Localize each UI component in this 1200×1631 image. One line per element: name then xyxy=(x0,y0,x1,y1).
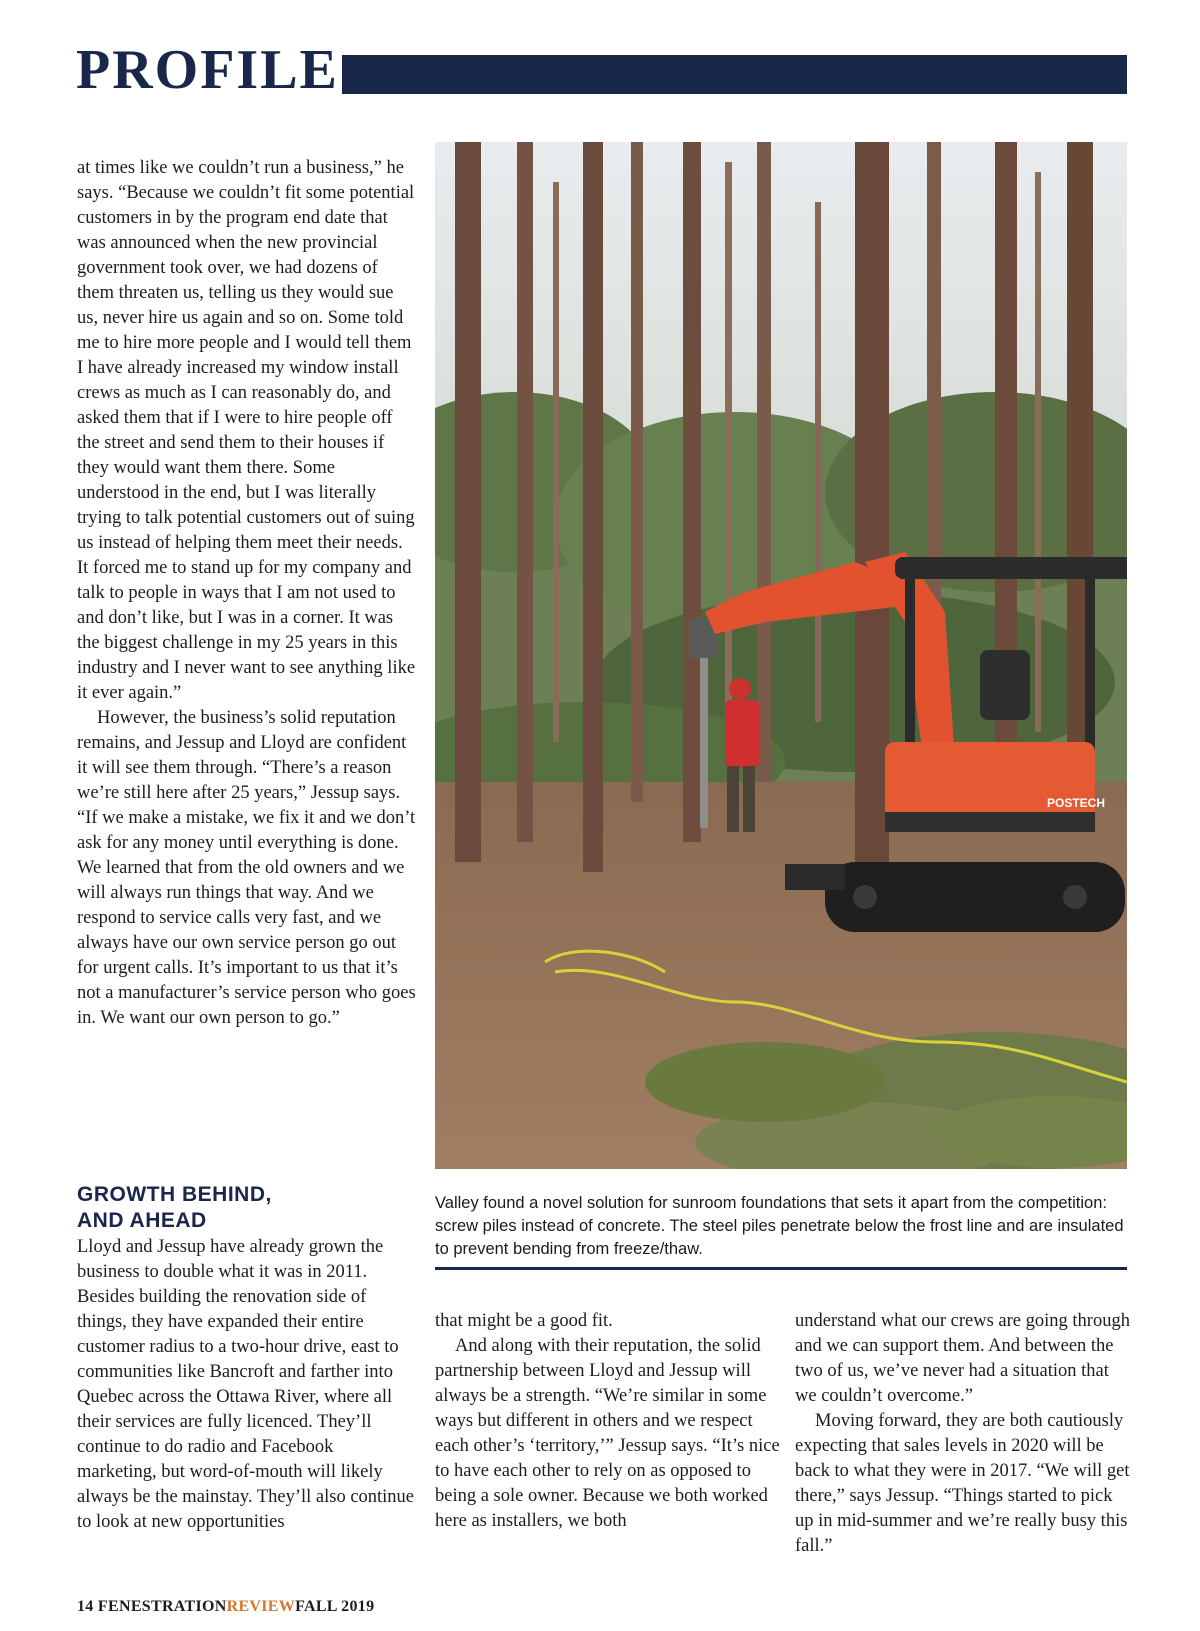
article-paragraph: understand what our crews are going through and we can support them. And between the two of us, we’ve never had a situation that we couldn’t overcome.” xyxy=(795,1311,1130,1406)
article-paragraph: However, the business’s solid reputation remains, and Jessup and Lloyd are confident it will see them through. “There’s a reason we’re still here after 25 years,” Jessup says. “If we make a mistake, we fix it and we don’t ask for any money until everything is done. We learned that from the old owners and we will always run things that way. And we respond to service calls very fast, and we always have our own service person go out for urgent calls. It’s important to us that it’s not a manufacturer’s service person who goes in. We want our own person to go.” xyxy=(77,708,416,1028)
publication-name-accent: REVIEW xyxy=(226,1598,296,1615)
article-paragraph: Lloyd and Jessup have already grown the business to double what it was in 2011. Besides building the renovation side of things, they have expanded their entire customer radius to a two-hour drive, east to communities like Bancroft and farther into Quebec across the Ottawa River, where all their services are fully licenced. They’ll continue to do radio and Facebook marketing, but word-of-mouth will likely always be the mainstay. They’ll also continue to look at new opportunities xyxy=(77,1237,415,1532)
article-paragraph: Moving forward, they are both cautiously expecting that sales levels in 2020 will be back to what they were in 2017. “We will get there,” says Jessup. “Things started to pick up in mid-summer and we’re really busy this fall.” xyxy=(795,1411,1130,1556)
article-paragraph: at times like we couldn’t run a business,” he says. “Because we couldn’t fit some potential customers in by the program end date that was announced when the new provincial government took over, we had dozens of them threaten us, telling us they would sue us, never hire us again and so on. Some told me to hire more people and I would tell them I have already increased my window install crews as much as I can reasonably do, and asked them that if I were to hire people off the street and send them to their houses if they would want them there. Some understood in the end, but I was literally trying to talk potential customers out of suing us instead of helping them meet their needs. It forced me to stand up for my company and talk to people in ways that I am not used to and don’t like, but I was in a corner. It was the biggest challenge in my 25 years in this industry and I never want to see anything like it ever again.” xyxy=(77,158,416,703)
article-column-middle xyxy=(435,1309,780,1534)
caption-divider xyxy=(435,1267,1127,1270)
section-header-bar xyxy=(342,55,1127,94)
page-footer xyxy=(77,1598,374,1616)
page-number: 14 xyxy=(77,1598,94,1615)
subhead-line: AND AHEAD xyxy=(77,1209,207,1232)
machine-brand-text: POSTECH xyxy=(1047,796,1106,810)
article-column-right xyxy=(795,1309,1135,1559)
article-subhead xyxy=(77,1182,417,1234)
article-column-left-bottom xyxy=(77,1235,417,1535)
publication-name: FENESTRATIONREVIEW xyxy=(97,1598,296,1615)
article-paragraph: And along with their reputation, the solid partnership between Lloyd and Jessup will always be a strength. “We’re similar in some ways but different in others and we respect each other’s ‘territory,’” Jessup says. “It’s nice to have each other to rely on as opposed to being a sole owner. Because we both worked here as installers, we both xyxy=(435,1336,780,1531)
article-paragraph: that might be a good fit. xyxy=(435,1311,613,1331)
excavator-forest-photo xyxy=(435,142,1127,1169)
issue-label: FALL 2019 xyxy=(295,1598,375,1615)
section-title: PROFILE xyxy=(76,39,339,101)
subhead-line: GROWTH BEHIND, xyxy=(77,1183,272,1206)
article-column-left-top xyxy=(77,156,417,1031)
photo-caption: Valley found a novel solution for sunroom foundations that sets it apart from the competition: screw piles instead of concrete. The steel piles penetrate below the frost line and are insulated to prevent bending from freeze/thaw. xyxy=(435,1194,1124,1258)
